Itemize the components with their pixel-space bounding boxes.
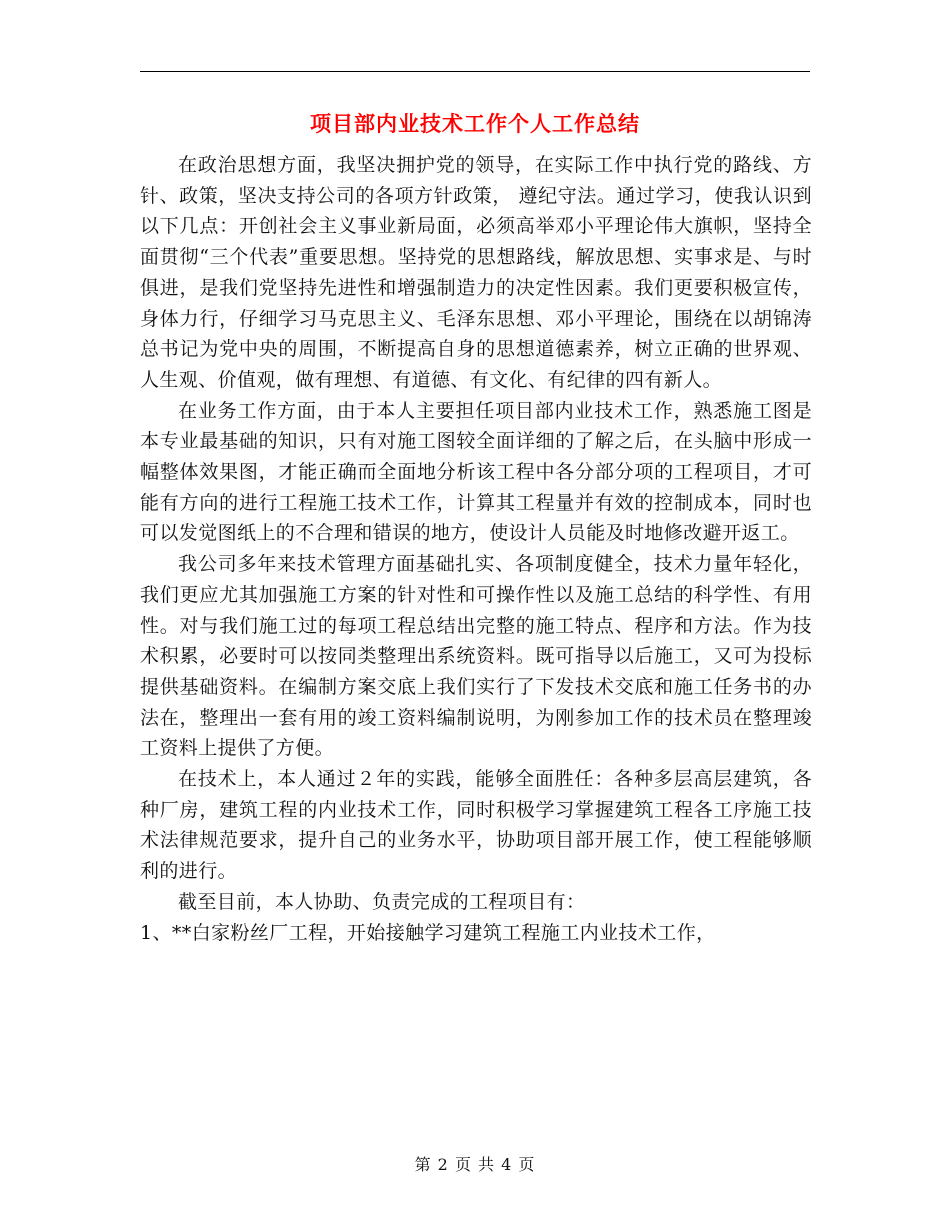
paragraph-management: 我公司多年来技术管理方面基础扎实、各项制度健全，技术力量年轻化，我们更应尤其加强施工方案的针对性和可操作性以及施工总结的科学性、有用性。对与我们施工过的每项工程总结出完整的施工特点、程序和方法。作为技术积累，必要时可以按同类整理出系统资料。既可指导以后施工，又可为投标提供基础资料。在编制方案交底上我们实行了下发技术交底和施工任务书的办法在，整理出一套有用的竣工资料编制说明，为刚参加工作的技术员在整理竣工资料上提供了方便。 — [140, 553, 812, 760]
paragraph-political: 在政治思想方面，我坚决拥护党的领导，在实际工作中执行党的路线、方针、政策，坚决支持公司的各项方针政策， 遵纪守法。通过学习，使我认识到以下几点：开创社会主义事业新局面，必须高举邓小平理论伟大旗帜，坚持全面贯彻“三个代表”重要思想。坚持党的思想路线，解放思想、实事求是、与时俱进，是我们党坚持先进性和增强制造力的决定性因素。我们更要积极宣传，身体力行，仔细学习马克思主义、毛泽东思想、邓小平理论，围绕在以胡锦涛总书记为党中央的周围，不断提高自身的思想道德素养，树立正确的世界观、人生观、价值观，做有理想、有道德、有文化、有纪律的四有新人。 — [140, 154, 812, 391]
project-list-item: 1、**白家粉丝厂工程，开始接触学习建筑工程施工内业技术工作， — [140, 921, 716, 944]
page-number: 第 2 页 共 4 页 — [414, 1155, 536, 1174]
paragraph-projects-intro: 截至目前，本人协助、负责完成的工程项目有： — [178, 890, 586, 913]
paragraph-technical: 在技术上，本人通过２年的实践，能够全面胜任：各种多层高层建筑，各种厂房，建筑工程的内业技术工作，同时积极学习掌握建筑工程各工序施工技术法律规范要求，提升自己的业务水平，协助项目部开展工作，使工程能够顺利的进行。 — [140, 768, 812, 883]
document-body — [140, 150, 812, 948]
document-title: 项目部内业技术工作个人工作总结 — [310, 111, 640, 136]
paragraph-business: 在业务工作方面，由于本人主要担任项目部内业技术工作，熟悉施工图是本专业最基础的知识，只有对施工图较全面详细的了解之后，在头脑中形成一幅整体效果图，才能正确而全面地分析该工程中各分部分项的工程项目，才可能有方向的进行工程施工技术工作，计算其工程量并有效的控制成本，同时也可以发觉图纸上的不合理和错误的地方，使设计人员能及时地修改避开返工。 — [140, 399, 812, 545]
header-rule — [140, 71, 810, 72]
